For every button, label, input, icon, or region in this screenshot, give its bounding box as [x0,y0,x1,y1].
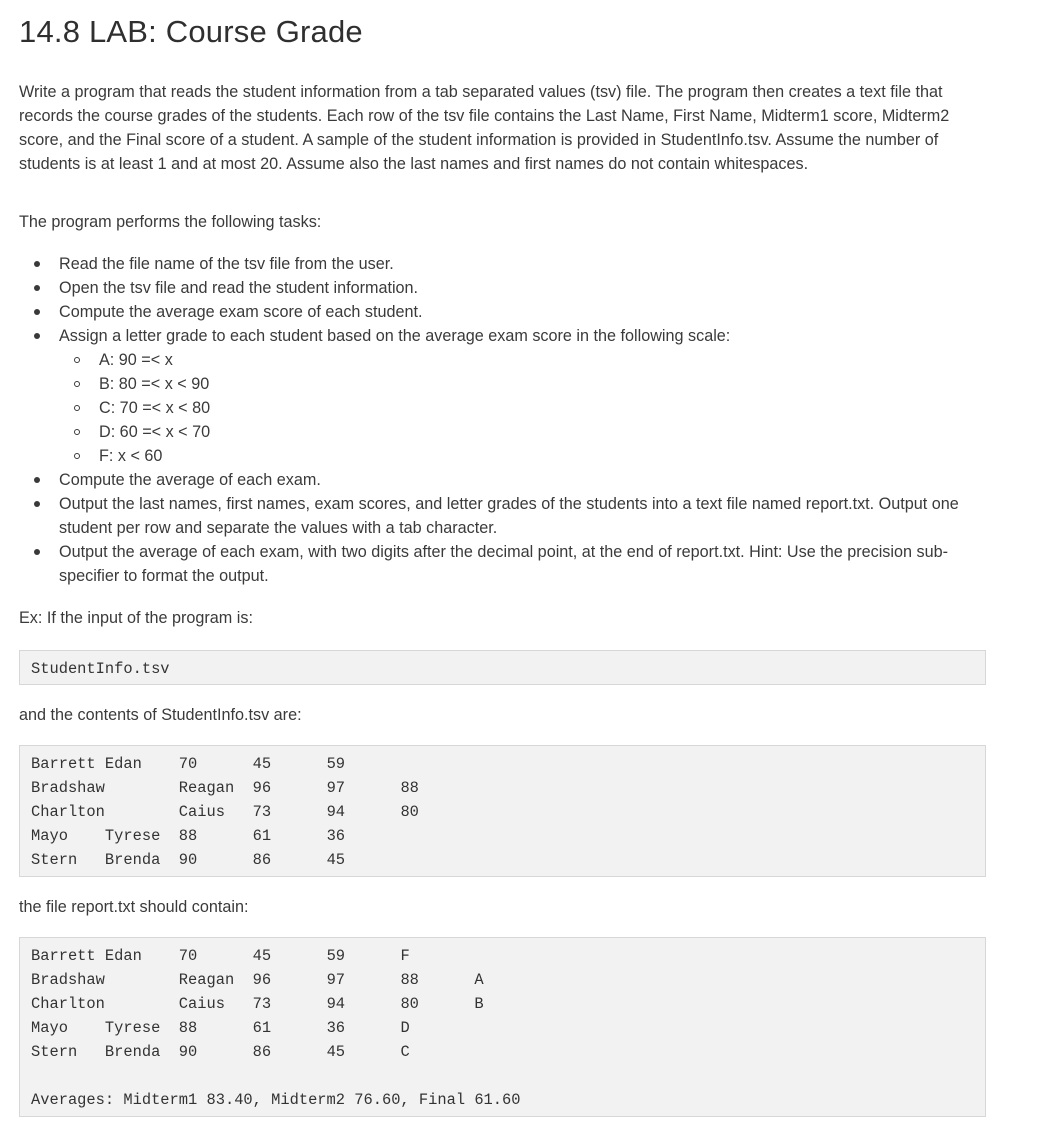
task-item: Read the file name of the tsv file from the user. [19,252,985,276]
intro-paragraph: Write a program that reads the student information from a tab separated values (tsv) file. The program then creates a text file that records the course grades of the students. Each row of the tsv file contains the Last Name, First Name, Midterm1 score, Midterm2 score, and the Final score of a student. A sample of the student information is provided in StudentInfo.tsv. Assume the number of students is at least 1 and at most 20. Assume also the last names and first names do not contain whitespaces. [19,83,950,173]
bullet-icon [34,285,40,291]
report-intro: the file report.txt should contain: [19,898,249,916]
task-item: Output the last names, first names, exam scores, and letter grades of the students into a text file named report.txt. Output one student per row and separate the values with a tab character. [19,492,985,540]
grade-scale-item: F: x < 60 [59,444,985,468]
contents-intro: and the contents of StudentInfo.tsv are: [19,706,302,724]
grade-scale-item: C: 70 =< x < 80 [59,396,985,420]
bullet-icon [34,549,40,555]
task-list [19,252,985,588]
report-row: Stern Brenda 90 86 45 C [31,1043,410,1061]
task-item: Output the average of each exam, with two digits after the decimal point, at the end of report.txt. Hint: Use the precision sub-specifier to format the output. [19,540,985,588]
bullet-icon [34,501,40,507]
grade-scale-list [59,348,985,468]
example-intro: Ex: If the input of the program is: [19,609,253,627]
bullet-icon [34,309,40,315]
tsv-row: Bradshaw Reagan 96 97 88 [31,779,419,797]
tsv-row: Mayo Tyrese 88 61 36 [31,827,346,845]
task-item: Open the tsv file and read the student information. [19,276,985,300]
circle-bullet-icon [74,357,80,363]
bullet-icon [34,333,40,339]
report-code-block [19,937,986,1117]
bullet-icon [34,261,40,267]
page-title: 14.8 LAB: Course Grade [19,14,363,49]
tsv-row: Barrett Edan 70 45 59 [31,755,346,773]
tsv-row: Charlton Caius 73 94 80 [31,803,419,821]
input-filename: StudentInfo.tsv [31,660,170,678]
report-row: Charlton Caius 73 94 80 B [31,995,484,1013]
input-code-block [19,650,986,685]
grade-scale-item: B: 80 =< x < 90 [59,372,985,396]
task-item: Assign a letter grade to each student based on the average exam score in the following scale: A: 90 =< x B: 80 =< x < 90 C: 70 =< x < 80 D: 60 =< x < 70 F: x < 60 [19,324,985,468]
grade-scale-item: D: 60 =< x < 70 [59,420,985,444]
bullet-icon [34,477,40,483]
report-row: Mayo Tyrese 88 61 36 D [31,1019,410,1037]
report-averages: Averages: Midterm1 83.40, Midterm2 76.60, Final 61.60 [31,1091,521,1109]
circle-bullet-icon [74,429,80,435]
tsv-row: Stern Brenda 90 86 45 [31,851,346,869]
grade-scale-item: A: 90 =< x [59,348,985,372]
task-item: Compute the average of each exam. [19,468,985,492]
circle-bullet-icon [74,405,80,411]
circle-bullet-icon [74,381,80,387]
tasks-heading: The program performs the following tasks: [19,213,322,231]
circle-bullet-icon [74,453,80,459]
report-row: Barrett Edan 70 45 59 F [31,947,410,965]
tsv-code-block [19,745,986,877]
report-row: Bradshaw Reagan 96 97 88 A [31,971,484,989]
task-item: Compute the average exam score of each student. [19,300,985,324]
